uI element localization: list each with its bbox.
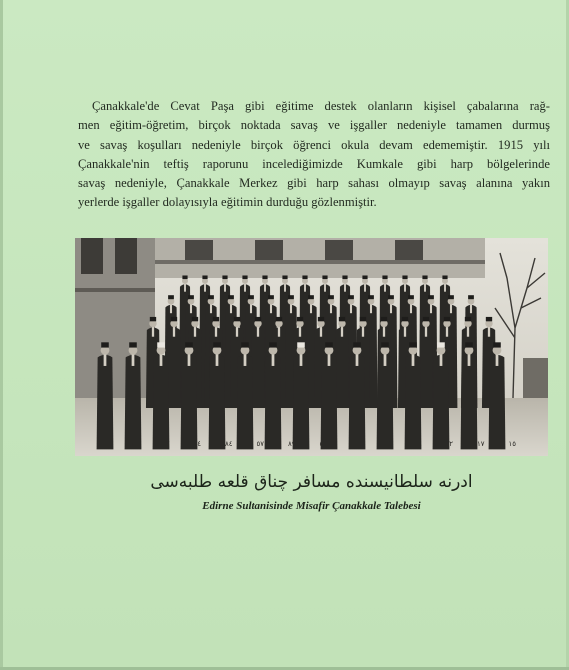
building-window [81, 238, 103, 274]
person-figure [321, 342, 338, 449]
photo-number-label: ١٨ [351, 440, 359, 448]
photo-number-label: ١٢ [445, 440, 454, 448]
photo-number-label: ١٧ [162, 440, 170, 448]
person-figure [405, 342, 422, 449]
paragraph-line: men eğitim-öğretim, birçok noktada savaş ve işgaller nedeniyle tamamen durmuş [78, 118, 550, 133]
photo-number-label: ٢٤ [193, 440, 202, 448]
shrub [523, 358, 548, 398]
person-figure [209, 342, 226, 449]
building-window [115, 238, 137, 274]
paragraph-line: savaş nedeniyle, Çanakkale Merkez gibi harp sahası olmayıp savaş alanına yakın [78, 176, 550, 191]
paragraph-line: ve savaş koşulları nedeniyle birçok öğrenci okula devam edememiştir. 1915 yılı [78, 137, 550, 152]
body-paragraph [78, 97, 550, 213]
person-figure [237, 342, 254, 449]
back-window [395, 240, 423, 260]
photo-number-label: ٥٠ [319, 440, 328, 448]
historical-group-photo [75, 238, 548, 456]
person-figure [153, 342, 170, 449]
person-figure [489, 342, 506, 449]
caption-transliteration: Edirne Sultanisinde Misafir Çanakkale Talebesi [202, 500, 421, 512]
photo-number-label: ٢٠ [130, 440, 139, 448]
person-figure [265, 342, 282, 449]
back-window [185, 240, 213, 260]
group-photo-illustration [75, 238, 548, 456]
photo-number-label: ٥٦ [382, 440, 391, 448]
person-figure [377, 342, 394, 449]
photo-number-label: ١٥ [508, 440, 517, 448]
paragraph-line: Çanakkale'de Cevat Paşa gibi eğitime destek olanların kişisel çabalarına rağ- [92, 99, 550, 113]
person-figure [349, 342, 366, 449]
photo-number-label: ٨٩ [288, 440, 296, 448]
back-building-ledge [155, 260, 485, 264]
paragraph-line: Çanakkale'nin teftiş raporunu incelediğimizde Kumkale gibi harp bölgelerinde [78, 156, 550, 171]
page-edge-left [0, 0, 3, 670]
person-figure [97, 342, 114, 449]
person-figure [251, 317, 265, 408]
person-figure [335, 317, 349, 408]
person-figure [293, 342, 310, 449]
photo-number-label: ١٨ [99, 440, 107, 448]
back-window [325, 240, 353, 260]
person-figure [461, 342, 478, 449]
photo-number-label: ٨٤ [225, 440, 233, 448]
person-figure [181, 342, 198, 449]
photo-number-label: ٥٧ [256, 440, 265, 448]
photo-number-label: ١٧ [477, 440, 485, 448]
person-figure [125, 342, 142, 449]
person-figure [419, 317, 433, 408]
caption-ottoman-script: ادرنه سلطانيسنده مسافر چناق قلعه طلبه‌سى [150, 472, 473, 492]
person-figure [167, 317, 181, 408]
back-window [255, 240, 283, 260]
building-ledge [75, 288, 155, 292]
person-figure [433, 342, 450, 449]
photo-number-label: ٧٦ [414, 440, 422, 448]
paragraph-line: yerlerde işgaller dolayısıyla eğitimin durduğu gözlenmiştir. [78, 195, 377, 210]
